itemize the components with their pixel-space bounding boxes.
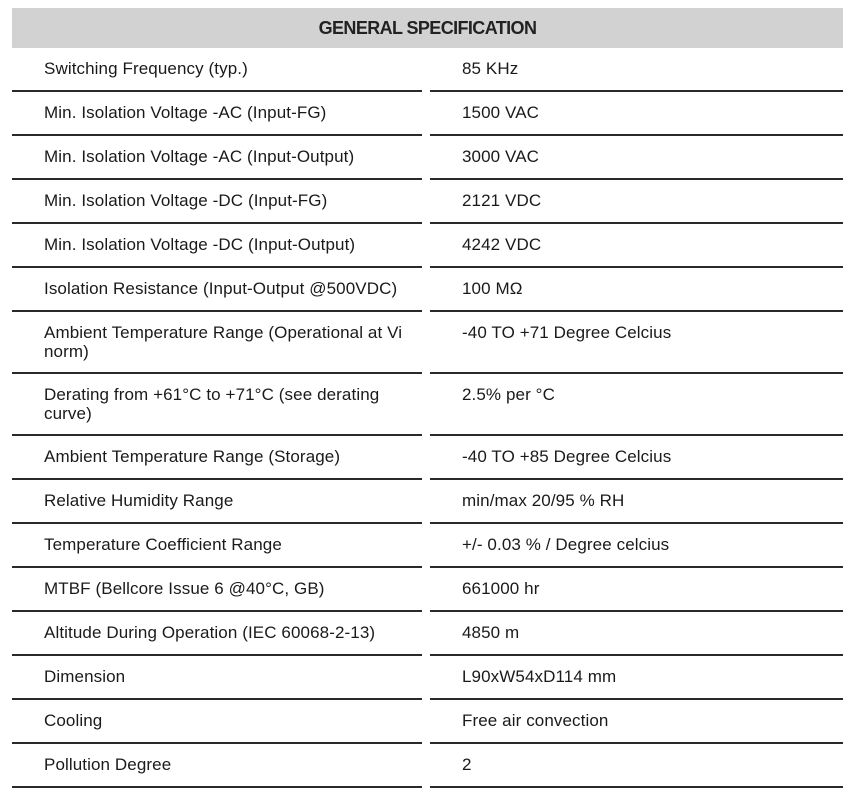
column-gap: [422, 480, 430, 522]
row-value: 2: [462, 755, 472, 774]
table-row: [12, 180, 843, 222]
column-gap: [422, 700, 430, 742]
row-value: 3000 VAC: [462, 147, 540, 166]
column-gap: [422, 312, 430, 372]
row-label: Altitude During Operation (IEC 60068-2-13): [44, 623, 376, 642]
table-row: [12, 224, 843, 266]
row-label: MTBF (Bellcore Issue 6 @40°C, GB): [44, 579, 325, 598]
column-gap: [422, 612, 430, 654]
column-gap: [422, 136, 430, 178]
row-label: Min. Isolation Voltage -AC (Input-Output): [44, 147, 355, 166]
column-gap: [422, 224, 430, 266]
row-value: -40 TO +85 Degree Celcius: [462, 447, 672, 466]
row-value: 100 MΩ: [462, 279, 523, 298]
row-value: 661000 hr: [462, 579, 540, 598]
table-row: [12, 48, 843, 90]
row-value: min/max 20/95 % RH: [462, 491, 625, 510]
table-row: [12, 656, 843, 698]
column-gap: [422, 568, 430, 610]
spec-table: [12, 8, 843, 786]
row-label: Min. Isolation Voltage -AC (Input-FG): [44, 103, 327, 122]
column-gap: [422, 656, 430, 698]
row-label: Cooling: [44, 711, 103, 730]
row-value: -40 TO +71 Degree Celcius: [462, 323, 672, 342]
column-gap: [422, 374, 430, 434]
table-row: [12, 700, 843, 742]
table-row: [12, 744, 843, 786]
table-row: [12, 612, 843, 654]
column-gap: [422, 180, 430, 222]
row-value: L90xW54xD114 mm: [462, 667, 617, 686]
table-row: [12, 92, 843, 134]
row-label: Min. Isolation Voltage -DC (Input-Output): [44, 235, 356, 254]
column-gap: [422, 268, 430, 310]
row-label: Isolation Resistance (Input-Output @500VDC): [44, 279, 398, 298]
row-label: Ambient Temperature Range (Storage): [44, 447, 341, 466]
table-row: [12, 268, 843, 310]
row-label: Temperature Coefficient Range: [44, 535, 282, 554]
table-row: [12, 312, 843, 372]
row-value: 4850 m: [462, 623, 520, 642]
spec-rows: [12, 48, 843, 786]
row-value: +/- 0.03 % / Degree celcius: [462, 535, 670, 554]
row-label: Switching Frequency (typ.): [44, 59, 248, 78]
column-gap: [422, 524, 430, 566]
row-value: 2121 VDC: [462, 191, 542, 210]
column-gap: [422, 744, 430, 786]
table-row: [12, 568, 843, 610]
table-row: [12, 436, 843, 478]
table-row: [12, 524, 843, 566]
column-gap: [422, 92, 430, 134]
table-title-text: GENERAL SPECIFICATION: [318, 17, 537, 38]
row-label: Ambient Temperature Range (Operational at Vi norm): [44, 323, 403, 361]
row-label: Relative Humidity Range: [44, 491, 234, 510]
table-row: [12, 480, 843, 522]
table-title: [12, 8, 843, 48]
row-label: Min. Isolation Voltage -DC (Input-FG): [44, 191, 328, 210]
column-gap: [422, 48, 430, 90]
row-label: Pollution Degree: [44, 755, 172, 774]
table-row: [12, 374, 843, 434]
row-value: Free air convection: [462, 711, 609, 730]
row-value: 1500 VAC: [462, 103, 540, 122]
row-value: 4242 VDC: [462, 235, 542, 254]
column-gap: [422, 436, 430, 478]
row-label: Dimension: [44, 667, 126, 686]
row-value: 2.5% per °C: [462, 385, 555, 404]
row-label: Derating from +61°C to +71°C (see derating curve): [44, 385, 380, 423]
row-value: 85 KHz: [462, 59, 519, 78]
table-row: [12, 136, 843, 178]
